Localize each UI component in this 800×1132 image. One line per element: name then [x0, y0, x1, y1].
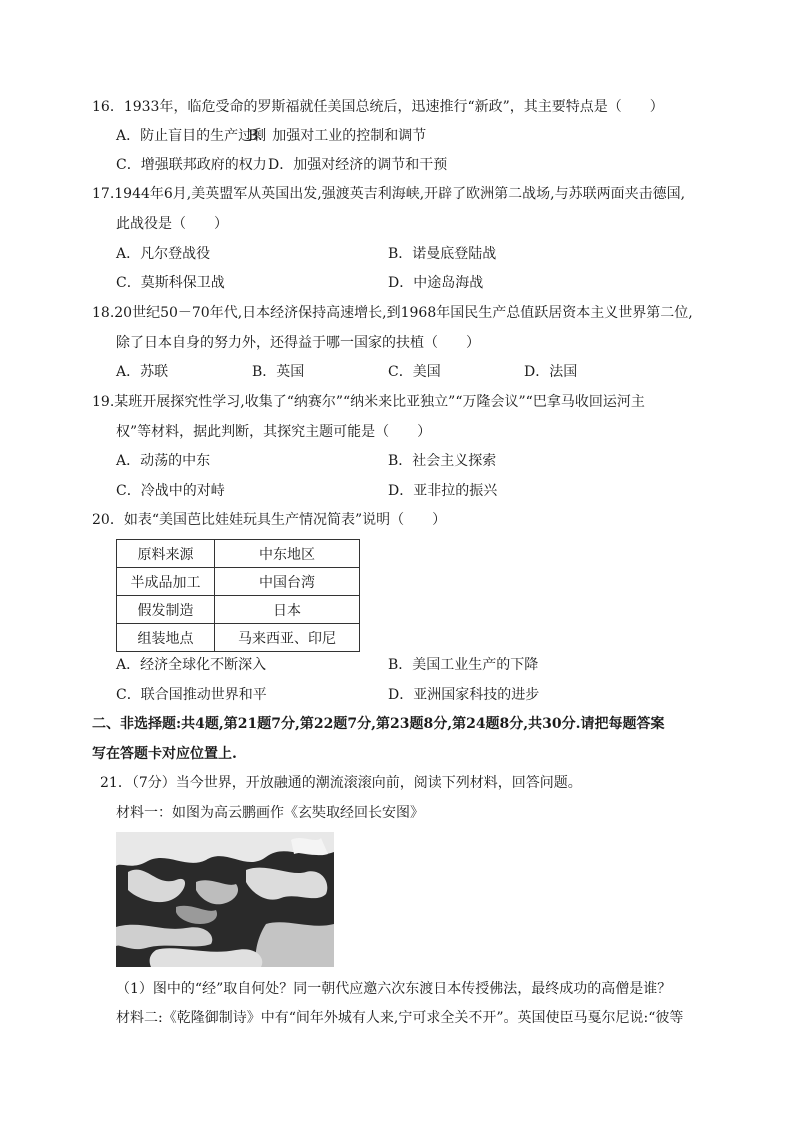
q16-option-a: A．防止盲目的生产过剩 — [116, 128, 267, 144]
table-cell: 假发制造 — [117, 596, 215, 624]
q16-option-b: B．加强对工业的控制和调节 — [248, 128, 427, 144]
q21-material-1: 材料一：如图为高云鹏画作《玄奘取经回长安图》 — [116, 805, 424, 821]
q17-option-b: B．诺曼底登陆战 — [388, 246, 497, 262]
table-cell: 日本 — [215, 596, 360, 624]
q18-option-b: B．英国 — [252, 364, 305, 380]
q21-sub-question-1: （1）图中的“经”取自何处？同一朝代应邀六次东渡日本传授佛法，最终成功的高僧是谁？ — [116, 981, 672, 997]
q21-material-2: 材料二:《乾隆御制诗》中有“间年外城有人来,宁可求全关不开”。英国使臣马戛尔尼说:“彼等 — [116, 1010, 684, 1026]
q17-stem: 17.1944年6月,美英盟军从英国出发,强渡英吉利海峡,开辟了欧洲第二战场,与苏联两面夹击德国, — [92, 186, 686, 202]
q20-option-d: D．亚洲国家科技的进步 — [388, 687, 540, 703]
table-row — [117, 624, 360, 652]
table-cell: 原料来源 — [117, 540, 215, 568]
section-heading: 二、非选择题:共4题,第21题7分,第22题7分,第23题8分,第24题8分,共30分.请把每题答案 — [92, 716, 665, 732]
painting-image — [116, 832, 334, 967]
q20-option-c: C．联合国推动世界和平 — [116, 687, 267, 703]
section-heading-cont: 写在答题卡对应位置上. — [92, 746, 237, 762]
q17-stem-cont: 此战役是（ ） — [116, 216, 228, 232]
q20-option-b: B．美国工业生产的下降 — [388, 657, 539, 673]
q17-option-d: D．中途岛海战 — [388, 275, 484, 291]
q18-option-c: C．美国 — [388, 364, 441, 380]
table-cell: 马来西亚、印尼 — [215, 624, 360, 652]
q18-option-d: D．法国 — [524, 364, 578, 380]
q19-option-a: A．动荡的中东 — [116, 453, 211, 469]
q19-option-b: B．社会主义探索 — [388, 453, 497, 469]
table-cell: 中东地区 — [215, 540, 360, 568]
q19-stem: 19.某班开展探究性学习,收集了“纳赛尔”“纳米来比亚独立”“万隆会议”“巴拿马收回运河主 — [92, 394, 645, 410]
q20-option-a: A．经济全球化不断深入 — [116, 657, 267, 673]
table-row — [117, 596, 360, 624]
q19-stem-cont: 权”等材料，据此判断，其探究主题可能是（ ） — [116, 424, 432, 440]
q17-option-c: C．莫斯科保卫战 — [116, 275, 225, 291]
q16-option-d: D．加强对经济的调节和干预 — [268, 157, 448, 173]
q19-option-d: D．亚非拉的振兴 — [388, 483, 498, 499]
q16-option-c: C．增强联邦政府的权力 — [116, 157, 267, 173]
table-cell: 半成品加工 — [117, 568, 215, 596]
q18-stem: 18.20世纪50－70年代,日本经济保持高速增长,到1968年国民生产总值跃居资本主义世界第二位, — [92, 305, 693, 321]
q21-stem: 21．（7分）当今世界，开放融通的潮流滚滚向前，阅读下列材料，回答问题。 — [100, 775, 582, 791]
table-cell: 中国台湾 — [215, 568, 360, 596]
table-cell: 组装地点 — [117, 624, 215, 652]
table-row — [117, 540, 360, 568]
q20-stem: 20．如表“美国芭比娃娃玩具生产情况简表”说明（ ） — [92, 512, 447, 528]
q17-option-a: A．凡尔登战役 — [116, 246, 211, 262]
q18-option-a: A．苏联 — [116, 364, 169, 380]
q18-stem-cont: 除了日本自身的努力外，还得益于哪一国家的扶植（ ） — [116, 335, 480, 351]
table-row — [117, 568, 360, 596]
q19-option-c: C．冷战中的对峙 — [116, 483, 225, 499]
q16-stem: 16．1933年，临危受命的罗斯福就任美国总统后，迅速推行“新政”，其主要特点是（ ） — [92, 99, 664, 115]
barbie-production-table — [116, 539, 360, 652]
